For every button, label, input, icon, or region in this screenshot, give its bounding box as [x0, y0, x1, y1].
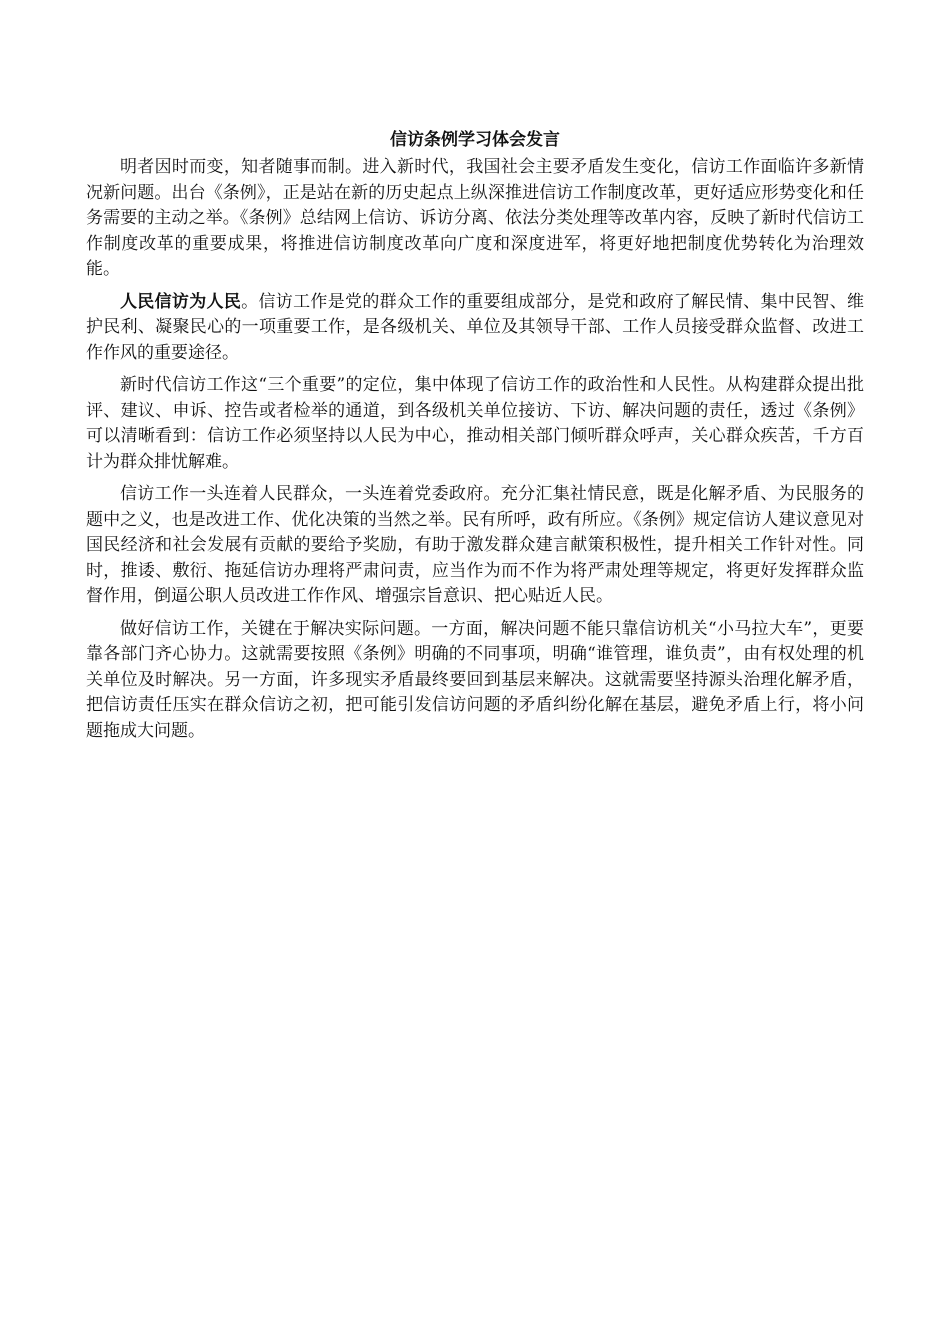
- paragraph-5: [86, 617, 864, 745]
- paragraph-4: [86, 482, 864, 610]
- document-title: 信访条例学习体会发言: [390, 130, 560, 150]
- document-page: [86, 128, 864, 751]
- paragraph-text: 信访工作一头连着人民群众，一头连着党委政府。充分汇集社情民意，既是化解矛盾、为民服务的题中之义，也是改进工作、优化决策的当然之举。民有所呼，政有所应。《条例》规定信访人建议意见对国民经济和社会发展有贡献的要给予奖励，有助于激发群众建言献策积极性，提升相关工作针对性。同时，推诿、敷衍、拖延信访办理将严肃问责，应当作为而不作为将严肃处理等规定，将更好发挥群众监督作用，倒逼公职人员改进工作作风、增强宗旨意识、把心贴近人民。: [86, 484, 864, 606]
- paragraph-lead: 人民信访为人民: [120, 291, 242, 312]
- paragraph-text: 。信访工作是党的群众工作的重要组成部分，是党和政府了解民情、集中民智、维护民利、凝聚民心的一项重要工作，是各级机关、单位及其领导干部、工作人员接受群众监督、改进工作作风的重要途径。: [86, 291, 865, 363]
- paragraph-text: 新时代信访工作这“三个重要”的定位，集中体现了信访工作的政治性和人民性。从构建群众提出批评、建议、申诉、控告或者检举的通道，到各级机关单位接访、下访、解决问题的责任，透过《条例》可以清晰看到：信访工作必须坚持以人民为中心，推动相关部门倾听群众呼声，关心群众疾苦，千方百计为群众排忧解难。: [86, 375, 864, 472]
- paragraph-2: [86, 290, 864, 367]
- paragraph-3: [86, 373, 864, 475]
- paragraph-1: [86, 155, 864, 283]
- paragraph-text: 做好信访工作，关键在于解决实际问题。一方面，解决问题不能只靠信访机关“小马拉大车”，更要靠各部门齐心协力。这就需要按照《条例》明确的不同事项，明确“谁管理，谁负责”，由有权处理的机关单位及时解决。另一方面，许多现实矛盾最终要回到基层来解决。这就需要坚持源头治理化解矛盾，把信访责任压实在群众信访之初，把可能引发信访问题的矛盾纠纷化解在基层，避免矛盾上行，将小问题拖成大问题。: [86, 618, 864, 741]
- paragraph-text: 明者因时而变，知者随事而制。进入新时代，我国社会主要矛盾发生变化，信访工作面临许多新情况新问题。出台《条例》，正是站在新的历史起点上纵深推进信访工作制度改革，更好适应形势变化和任务需要的主动之举。《条例》总结网上信访、诉访分离、依法分类处理等改革内容，反映了新时代信访工作制度改革的重要成果，将推进信访制度改革向广度和深度进军，将更好地把制度优势转化为治理效能。: [86, 157, 864, 279]
